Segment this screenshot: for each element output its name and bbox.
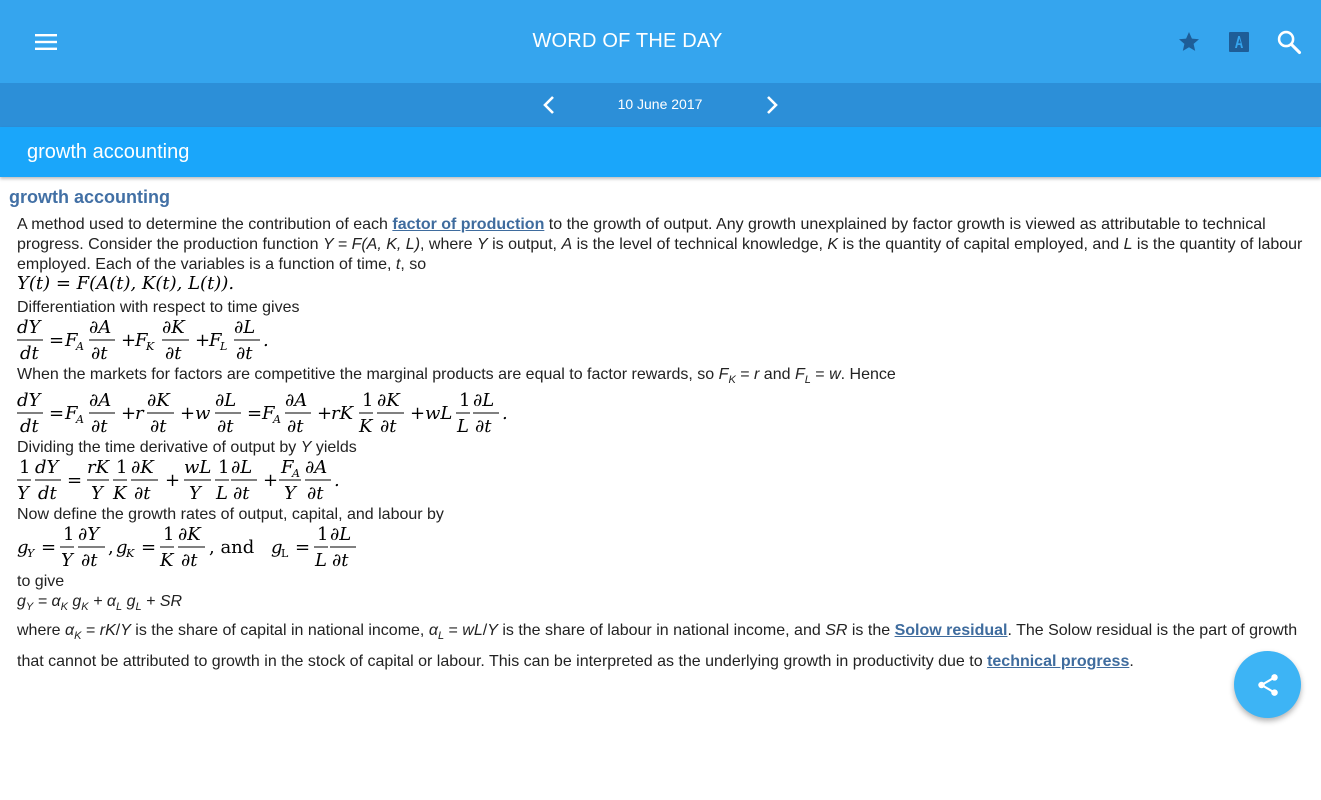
svg-text:L: L [216,483,228,504]
current-date: 10 June 2017 [617,96,703,112]
link-factor-of-production[interactable]: factor of production [392,216,545,233]
svg-text:∂L: ∂L [231,457,253,478]
svg-text:dt: dt [38,483,57,504]
svg-text:+: + [263,470,279,491]
app-title: WORD OF THE DAY [532,30,723,52]
chevron-right-icon [765,95,779,115]
svg-text:∂A: ∂A [305,457,328,478]
svg-text:+: + [317,403,333,424]
svg-text:g: g [116,537,128,558]
svg-text:Y: Y [91,483,103,504]
svg-text:F: F [209,330,222,351]
search-button[interactable] [1272,24,1306,60]
svg-text:F: F [65,403,78,424]
svg-text:∂K: ∂K [162,317,185,338]
svg-text:∂t: ∂t [287,416,304,437]
svg-text:K: K [160,550,174,571]
svg-text:A: A [76,413,84,426]
svg-text:Y: Y [17,483,29,504]
link-solow-residual[interactable]: Solow residual [894,622,1008,639]
svg-text:Y: Y [189,483,201,504]
svg-text:F: F [281,457,294,478]
svg-text:Y: Y [27,547,35,560]
word-bar [0,127,1321,177]
favorite-button[interactable] [1172,26,1206,58]
paragraph-differentiation: Differentiation with respect to time gives [17,299,300,316]
svg-text:rK: rK [87,457,110,478]
svg-text:∂t: ∂t [236,343,253,364]
svg-text:∂L: ∂L [215,390,237,411]
svg-text:∂K: ∂K [377,390,400,411]
svg-text:=: = [141,537,157,558]
date-bar [0,83,1321,127]
svg-text:∂t: ∂t [150,416,167,437]
svg-text:1: 1 [19,457,31,478]
svg-text:∂L: ∂L [330,524,352,545]
svg-text:+: + [121,403,137,424]
share-icon [1255,672,1281,698]
svg-text:∂t: ∂t [217,416,234,437]
svg-text:∂A: ∂A [285,390,308,411]
svg-text:∂K: ∂K [178,524,201,545]
svg-text:∂L: ∂L [473,390,495,411]
font-size-button[interactable] [1222,26,1256,58]
equation-time-derivative [17,317,287,367]
svg-text:1: 1 [163,524,175,545]
next-day-button[interactable] [758,91,786,119]
svg-text:.: . [502,403,508,424]
svg-text:L: L [457,416,469,437]
svg-text:∂t: ∂t [380,416,397,437]
previous-day-button[interactable] [535,91,563,119]
paragraph-define-rates: Now define the growth rates of output, capital, and labour by [17,506,444,523]
svg-text:wL: wL [425,403,453,424]
search-icon [1275,28,1303,56]
svg-text:=: = [295,537,311,558]
svg-text:K: K [359,416,373,437]
paragraph-competitive-markets: When the markets for factors are competitive the marginal products are equal to factor rewards, so $F_K = r$ and $F_L = w$. Hence [17,366,896,387]
star-icon [1177,30,1201,54]
svg-text:∂t: ∂t [165,343,182,364]
svg-text:=: = [49,403,65,424]
font-icon [1227,30,1251,54]
svg-text:L: L [220,340,228,353]
svg-text:wL: wL [184,457,212,478]
svg-text:g: g [271,537,283,558]
svg-text:Y: Y [284,483,296,504]
svg-text:∂t: ∂t [332,550,349,571]
svg-text:=: = [247,403,263,424]
svg-text:A: A [292,467,300,480]
svg-text:+: + [121,330,137,351]
svg-text:w: w [195,403,211,424]
link-technical-progress[interactable]: technical progress [987,653,1130,671]
svg-text:=: = [49,330,65,351]
svg-text:F: F [262,403,275,424]
equation-production-function: Y(t) = F(A(t), K(t), L(t)). [17,273,235,294]
svg-text:A: A [273,413,281,426]
paragraph-divide: Dividing the time derivative of output by Y yields [17,439,357,456]
svg-text:Y: Y [61,550,73,571]
svg-text:K: K [113,483,127,504]
chevron-left-icon [542,95,556,115]
svg-text:∂L: ∂L [234,317,256,338]
svg-text:∂t: ∂t [181,550,198,571]
svg-text:1: 1 [317,524,329,545]
svg-text:g: g [17,537,29,558]
svg-text:∂t: ∂t [91,343,108,364]
svg-text:L: L [315,550,327,571]
equation-growth-rates [17,524,362,574]
word-title: growth accounting [27,141,190,163]
svg-text:L: L [281,547,289,560]
entry-headword: growth accounting [9,187,170,207]
svg-text:dY: dY [17,317,41,338]
paragraph-to-give: to give [17,573,65,590]
svg-text:dY: dY [17,390,41,411]
svg-text:∂A: ∂A [89,390,112,411]
svg-text:+: + [165,470,181,491]
app-bar [0,0,1321,83]
svg-text:1: 1 [116,457,128,478]
svg-text:∂K: ∂K [147,390,170,411]
svg-text:K: K [146,340,155,353]
equation-factor-rewards [17,390,517,440]
svg-text:∂K: ∂K [131,457,154,478]
svg-text:1: 1 [63,524,75,545]
equation-growth-decomposition [17,457,347,507]
svg-text:, and: , and [209,537,255,558]
svg-text:dt: dt [20,416,39,437]
svg-text:,: , [108,537,114,558]
svg-text:F: F [65,330,78,351]
equation-growth-accounting: $g_Y = \alpha_K$ $g_K + \alpha_L$ $g_L$ + SR [17,593,183,614]
svg-text:∂t: ∂t [475,416,492,437]
definition-paragraph: A method used to determine the contribution of each factor of production to the growth of output. Any growth unexplained by factor growth is viewed as attributable to technical progress. Consider the production function Y = F(A, K, L), where Y is output, A is the level of technical knowledge, K is the quantity of capital employed, and L is the quantity of labour employed. Each of the variables is a function of time, t, so [17,216,1303,273]
svg-text:=: = [67,470,83,491]
svg-text:∂t: ∂t [233,483,250,504]
svg-text:A: A [76,340,84,353]
svg-text:dY: dY [35,457,59,478]
svg-text:∂t: ∂t [81,550,98,571]
svg-text:1: 1 [362,390,374,411]
entry-content [0,177,1321,800]
svg-text:1: 1 [459,390,471,411]
svg-text:F: F [135,330,148,351]
paragraph-solow: where $\alpha_K = rK/Y$ is the share of capital in national income, $\alpha_L = wL/Y$ is the share of labour in national income, and SR is the Solow residual. The Solow residual is the part of growth that cannot be attributed to growth in the stock of capital or labour. This can be interpreted as the underlying growth in productivity due to technical progress. [17,622,1298,671]
svg-text:+: + [180,403,196,424]
svg-text:+: + [410,403,426,424]
svg-text:∂Y: ∂Y [78,524,100,545]
svg-text:∂t: ∂t [134,483,151,504]
svg-text:1: 1 [218,457,230,478]
svg-text:.: . [263,330,269,351]
svg-text:.: . [334,470,340,491]
svg-text:=: = [41,537,57,558]
svg-text:K: K [126,547,135,560]
svg-text:∂t: ∂t [307,483,324,504]
svg-text:dt: dt [20,343,39,364]
share-button[interactable] [1234,651,1301,718]
svg-text:rK: rK [331,403,354,424]
svg-text:∂t: ∂t [91,416,108,437]
svg-text:∂A: ∂A [89,317,112,338]
svg-text:+: + [195,330,211,351]
svg-text:r: r [135,403,144,424]
